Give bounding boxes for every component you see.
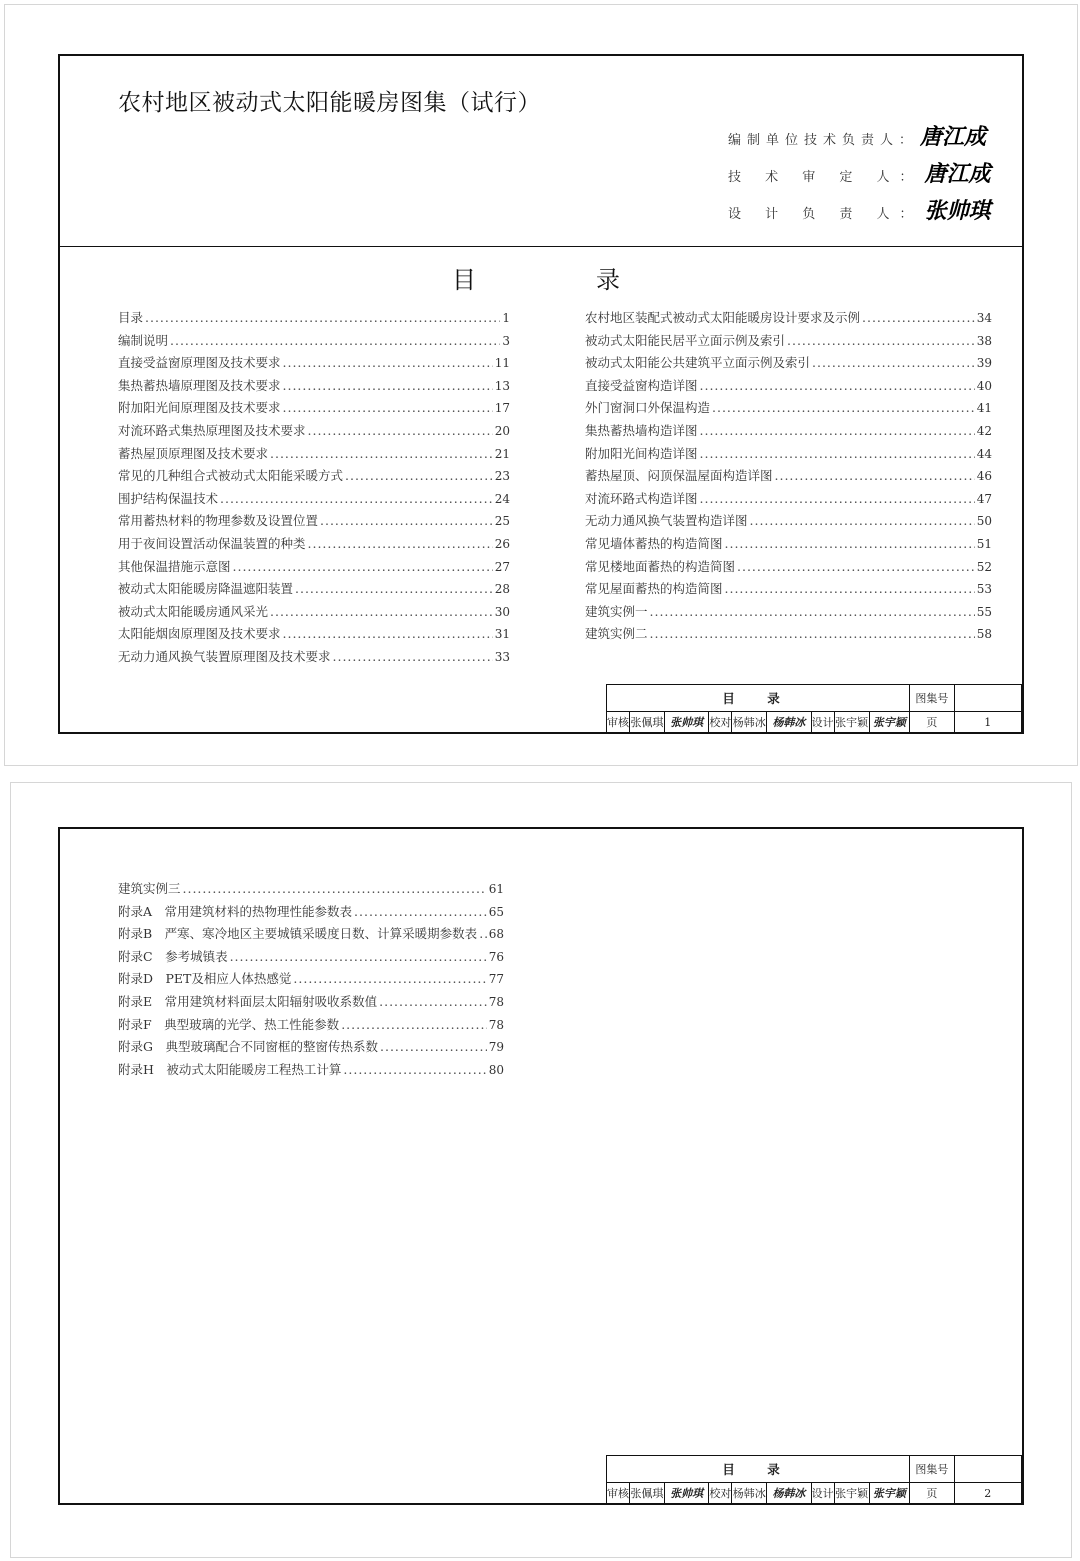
toc-entry-page: 26 [494,536,510,551]
toc-entry-title: 附录B 严寒、寒冷地区主要城镇采暖度日数、计算采暖期参数表 [118,926,478,942]
toc-entry [118,489,510,512]
toc-entry-title: 附录F 典型玻璃的光学、热工性能参数 [118,1016,340,1032]
toc-entry-title: 附录A 常用建筑材料的热物理性能参数表 [118,903,353,919]
toc-entry-title: 目录 [118,310,144,325]
toc-entry-page: 51 [976,536,992,551]
toc-entry-title: 附录E 常用建筑材料面层太阳辐射吸收系数值 [118,993,378,1009]
toc-leader-dots [283,400,493,415]
sheet-1-frame [58,54,1024,734]
toc-leader-dots [725,581,975,596]
toc-leader-dots [725,536,975,551]
toc-entry-title: 常见楼地面蓄热的构造简图 [585,558,736,574]
toc-entry [118,992,504,1015]
toc-entry [118,421,510,444]
toc-entry-title: 建筑实例二 [585,626,648,642]
review-label: 审核 [607,712,630,733]
responsible-row-3 [728,194,991,225]
document-title: 农村地区被动式太阳能暖房图集（试行） [118,90,541,116]
toc-leader-dots [308,423,493,438]
toc-entry-title: 无动力通风换气装置原理图及技术要求 [118,648,331,664]
toc-entry-title: 被动式太阳能公共建筑平立面示例及索引 [585,355,811,371]
title-block-set-value [954,1456,1021,1483]
toc-entry-page: 27 [494,559,510,574]
toc-entry-page: 17 [494,401,510,416]
toc-entry [118,557,510,580]
toc-entry [118,1037,504,1060]
page-label: 页 [910,1483,954,1504]
toc-entry-page: 55 [976,604,992,619]
toc-entry-title: 直接受益窗构造详图 [585,377,698,393]
toc-leader-dots [270,446,493,461]
toc-leader-dots [320,513,493,528]
toc-leader-dots [712,400,975,415]
responsible-row-2 [728,157,991,188]
responsible-row-1 [728,120,986,151]
toc-leader-dots [354,904,487,919]
toc-entry-page: 53 [976,582,992,597]
toc-leader-dots [283,626,493,641]
sheet-1-paper [4,4,1078,766]
toc-leader-dots [145,310,500,325]
title-block-set-value [954,685,1021,712]
toc-leader-dots [737,559,975,574]
toc-entry-title: 常见的几种组合式被动式太阳能采暖方式 [118,468,344,484]
toc-entry [118,947,504,970]
toc-entry-page: 11 [494,356,510,371]
responsible-label: 设 计 负 责 人： [728,207,923,222]
toc-entry [118,602,510,625]
design-label: 设计 [811,1483,834,1504]
toc-entry-title: 用于夜间设置活动保温装置的种类 [118,535,306,551]
toc-entry [585,421,992,444]
toc-leader-dots [700,446,975,461]
toc-entry-title: 农村地区装配式被动式太阳能暖房设计要求及示例 [585,310,861,325]
toc-entry-page: 40 [976,378,992,393]
toc-entry-page: 80 [488,1062,504,1077]
toc-entry-title: 外门窗洞口外保温构造 [585,400,711,416]
check-label: 校对 [709,712,732,733]
toc-entry-page: 3 [502,333,510,348]
toc-entry-title: 蓄热屋顶、闷顶保温屋面构造详图 [585,468,773,484]
check-name: 杨韩冰 [732,1483,767,1504]
toc-entry-page: 24 [494,491,510,506]
toc-entry-page: 42 [976,423,992,438]
toc-entry [585,466,992,489]
toc-entry-title: 对流环路式构造详图 [585,490,698,506]
toc-continued-column [118,879,504,1082]
review-signature: 张帅琪 [664,712,708,733]
toc-entry-title: 其他保温措施示意图 [118,558,231,574]
toc-entry [118,969,504,992]
toc-leader-dots [341,1017,487,1032]
toc-entry [585,444,992,467]
toc-entry-title: 常用蓄热材料的物理参数及设置位置 [118,513,319,529]
toc-entry-page: 47 [976,491,992,506]
toc-leader-dots [233,559,493,574]
toc-leader-dots [345,468,493,483]
toc-entry-page: 50 [976,514,992,529]
design-label: 设计 [811,712,834,733]
toc-entry [118,1015,504,1038]
toc-entry-page: 68 [488,927,504,942]
toc-entry [118,376,510,399]
check-signature: 杨韩冰 [767,1483,811,1504]
toc-leader-dots [295,581,493,596]
toc-leader-dots [183,881,487,896]
toc-leader-dots [479,926,487,941]
toc-entry-page: 76 [488,949,504,964]
toc-leader-dots [283,355,493,370]
toc-entry-title: 集热蓄热墙原理图及技术要求 [118,377,281,393]
toc-entry [118,331,510,354]
toc-entry [585,376,992,399]
toc-entry-title: 附加阳光间构造详图 [585,445,698,461]
toc-entry-title: 附录G 典型玻璃配合不同窗框的整窗传热系数 [118,1039,378,1055]
toc-entry-title: 无动力通风换气装置构造详图 [585,513,748,529]
title-block [606,1455,1022,1504]
toc-leader-dots [343,1062,486,1077]
page-number: 1 [954,712,1021,733]
design-signature: 张宇颖 [869,1483,910,1504]
toc-entry-page: 52 [976,559,992,574]
toc-entry [118,879,504,902]
toc-entry-page: 21 [494,446,510,461]
toc-entry-page: 30 [494,604,510,619]
toc-leader-dots [650,604,975,619]
design-name: 张宇颖 [834,712,869,733]
toc-leader-dots [270,604,493,619]
toc-leader-dots [812,355,975,370]
toc-entry-page: 34 [976,311,992,325]
toc-entry-title: 附录D PET及相应人体热感觉 [118,971,292,987]
toc-entry-page: 23 [494,469,510,484]
signature: 唐江成 [924,161,991,187]
toc-leader-dots [230,949,487,964]
toc-entry-title: 附录H 被动式太阳能暖房工程热工计算 [118,1061,342,1077]
toc-leader-dots [862,310,975,325]
toc-entry-page: 58 [976,627,992,642]
toc-leader-dots [170,333,500,348]
toc-leader-dots [650,626,975,641]
toc-entry-page: 46 [976,469,992,484]
toc-entry [585,308,992,331]
toc-leader-dots [787,333,975,348]
review-label: 审核 [607,1483,630,1504]
toc-entry [118,398,510,421]
title-block-set-label: 图集号 [910,1456,954,1483]
toc-entry [585,511,992,534]
toc-left-column [118,308,510,670]
toc-leader-dots [700,491,975,506]
toc-entry-page: 78 [488,1017,504,1032]
toc-entry [585,579,992,602]
toc-entry-title: 常见墙体蓄热的构造简图 [585,535,723,551]
toc-leader-dots [775,468,975,483]
toc-entry-title: 集热蓄热墙构造详图 [585,422,698,438]
toc-leader-dots [750,513,975,528]
title-block [606,684,1022,733]
toc-entry [118,902,504,925]
responsible-label: 编制单位技术负责人： [728,133,919,148]
toc-entry [118,308,510,331]
toc-entry-title: 建筑实例三 [118,881,181,896]
toc-leader-dots [220,491,493,506]
toc-leader-dots [283,378,493,393]
toc-leader-dots [700,378,975,393]
toc-entry [118,924,504,947]
review-name: 张佩琪 [630,1483,665,1504]
toc-entry-title: 被动式太阳能暖房通风采光 [118,603,269,619]
toc-leader-dots [700,423,975,438]
toc-entry-page: 41 [976,401,992,416]
design-name: 张宇颖 [834,1483,869,1504]
design-signature: 张宇颖 [869,712,910,733]
toc-entry-title: 建筑实例一 [585,603,648,619]
toc-entry-page: 20 [494,423,510,438]
check-name: 杨韩冰 [732,712,767,733]
toc-entry-page: 65 [488,904,504,919]
toc-entry-page: 78 [488,994,504,1009]
toc-entry-page: 31 [494,627,510,642]
toc-entry [118,534,510,557]
responsible-label: 技 术 审 定 人： [728,170,923,185]
toc-entry-title: 常见屋面蓄热的构造简图 [585,581,723,597]
toc-entry [585,489,992,512]
toc-entry [585,353,992,376]
header-divider [60,246,1022,247]
toc-entry-page: 33 [494,649,510,664]
toc-entry-title: 对流环路式集热原理图及技术要求 [118,422,306,438]
review-name: 张佩琪 [630,712,665,733]
title-block-set-label: 图集号 [910,685,954,712]
check-signature: 杨韩冰 [767,712,811,733]
title-block-title: 目 录 [607,1456,910,1483]
toc-entry [118,1060,504,1083]
toc-entry [585,398,992,421]
check-label: 校对 [709,1483,732,1504]
toc-entry [585,557,992,580]
toc-entry-page: 44 [976,446,992,461]
toc-entry-page: 25 [494,514,510,529]
toc-entry [118,647,510,670]
sheet-2-frame [58,827,1024,1505]
toc-heading: 目 录 [452,266,620,294]
toc-leader-dots [308,536,493,551]
toc-entry-page: 1 [502,311,510,325]
toc-entry-page: 61 [488,882,504,896]
toc-entry [118,444,510,467]
review-signature: 张帅琪 [664,1483,708,1504]
signature: 张帅琪 [924,198,991,224]
toc-entry [585,331,992,354]
toc-entry-page: 77 [488,972,504,987]
sheet-2-paper [10,782,1072,1558]
toc-entry-title: 太阳能烟囱原理图及技术要求 [118,626,281,642]
toc-entry-page: 39 [976,356,992,371]
toc-entry-title: 编制说明 [118,332,169,348]
toc-entry [118,511,510,534]
toc-entry [118,466,510,489]
toc-entry [118,579,510,602]
toc-leader-dots [333,649,493,664]
toc-entry-page: 79 [488,1040,504,1055]
toc-entry [118,353,510,376]
toc-leader-dots [379,994,487,1009]
toc-entry-page: 13 [494,378,510,393]
title-block-title: 目 录 [607,685,910,712]
page-number: 2 [954,1483,1021,1504]
page-label: 页 [910,712,954,733]
toc-entry [585,602,992,625]
toc-entry [585,624,992,647]
toc-entry [585,534,992,557]
toc-entry-title: 围护结构保温技术 [118,490,219,506]
toc-entry-title: 附录C 参考城镇表 [118,948,228,964]
toc-entry-title: 被动式太阳能暖房降温遮阳装置 [118,581,294,597]
toc-right-column [585,308,992,647]
toc-entry-title: 被动式太阳能民居平立面示例及索引 [585,332,786,348]
toc-entry-title: 附加阳光间原理图及技术要求 [118,400,281,416]
toc-entry-title: 蓄热屋顶原理图及技术要求 [118,445,269,461]
signature: 唐江成 [920,124,987,150]
toc-entry [118,624,510,647]
toc-entry-page: 28 [494,582,510,597]
toc-entry-title: 直接受益窗原理图及技术要求 [118,355,281,371]
toc-leader-dots [380,1039,487,1054]
toc-leader-dots [293,971,486,986]
toc-entry-page: 38 [976,333,992,348]
